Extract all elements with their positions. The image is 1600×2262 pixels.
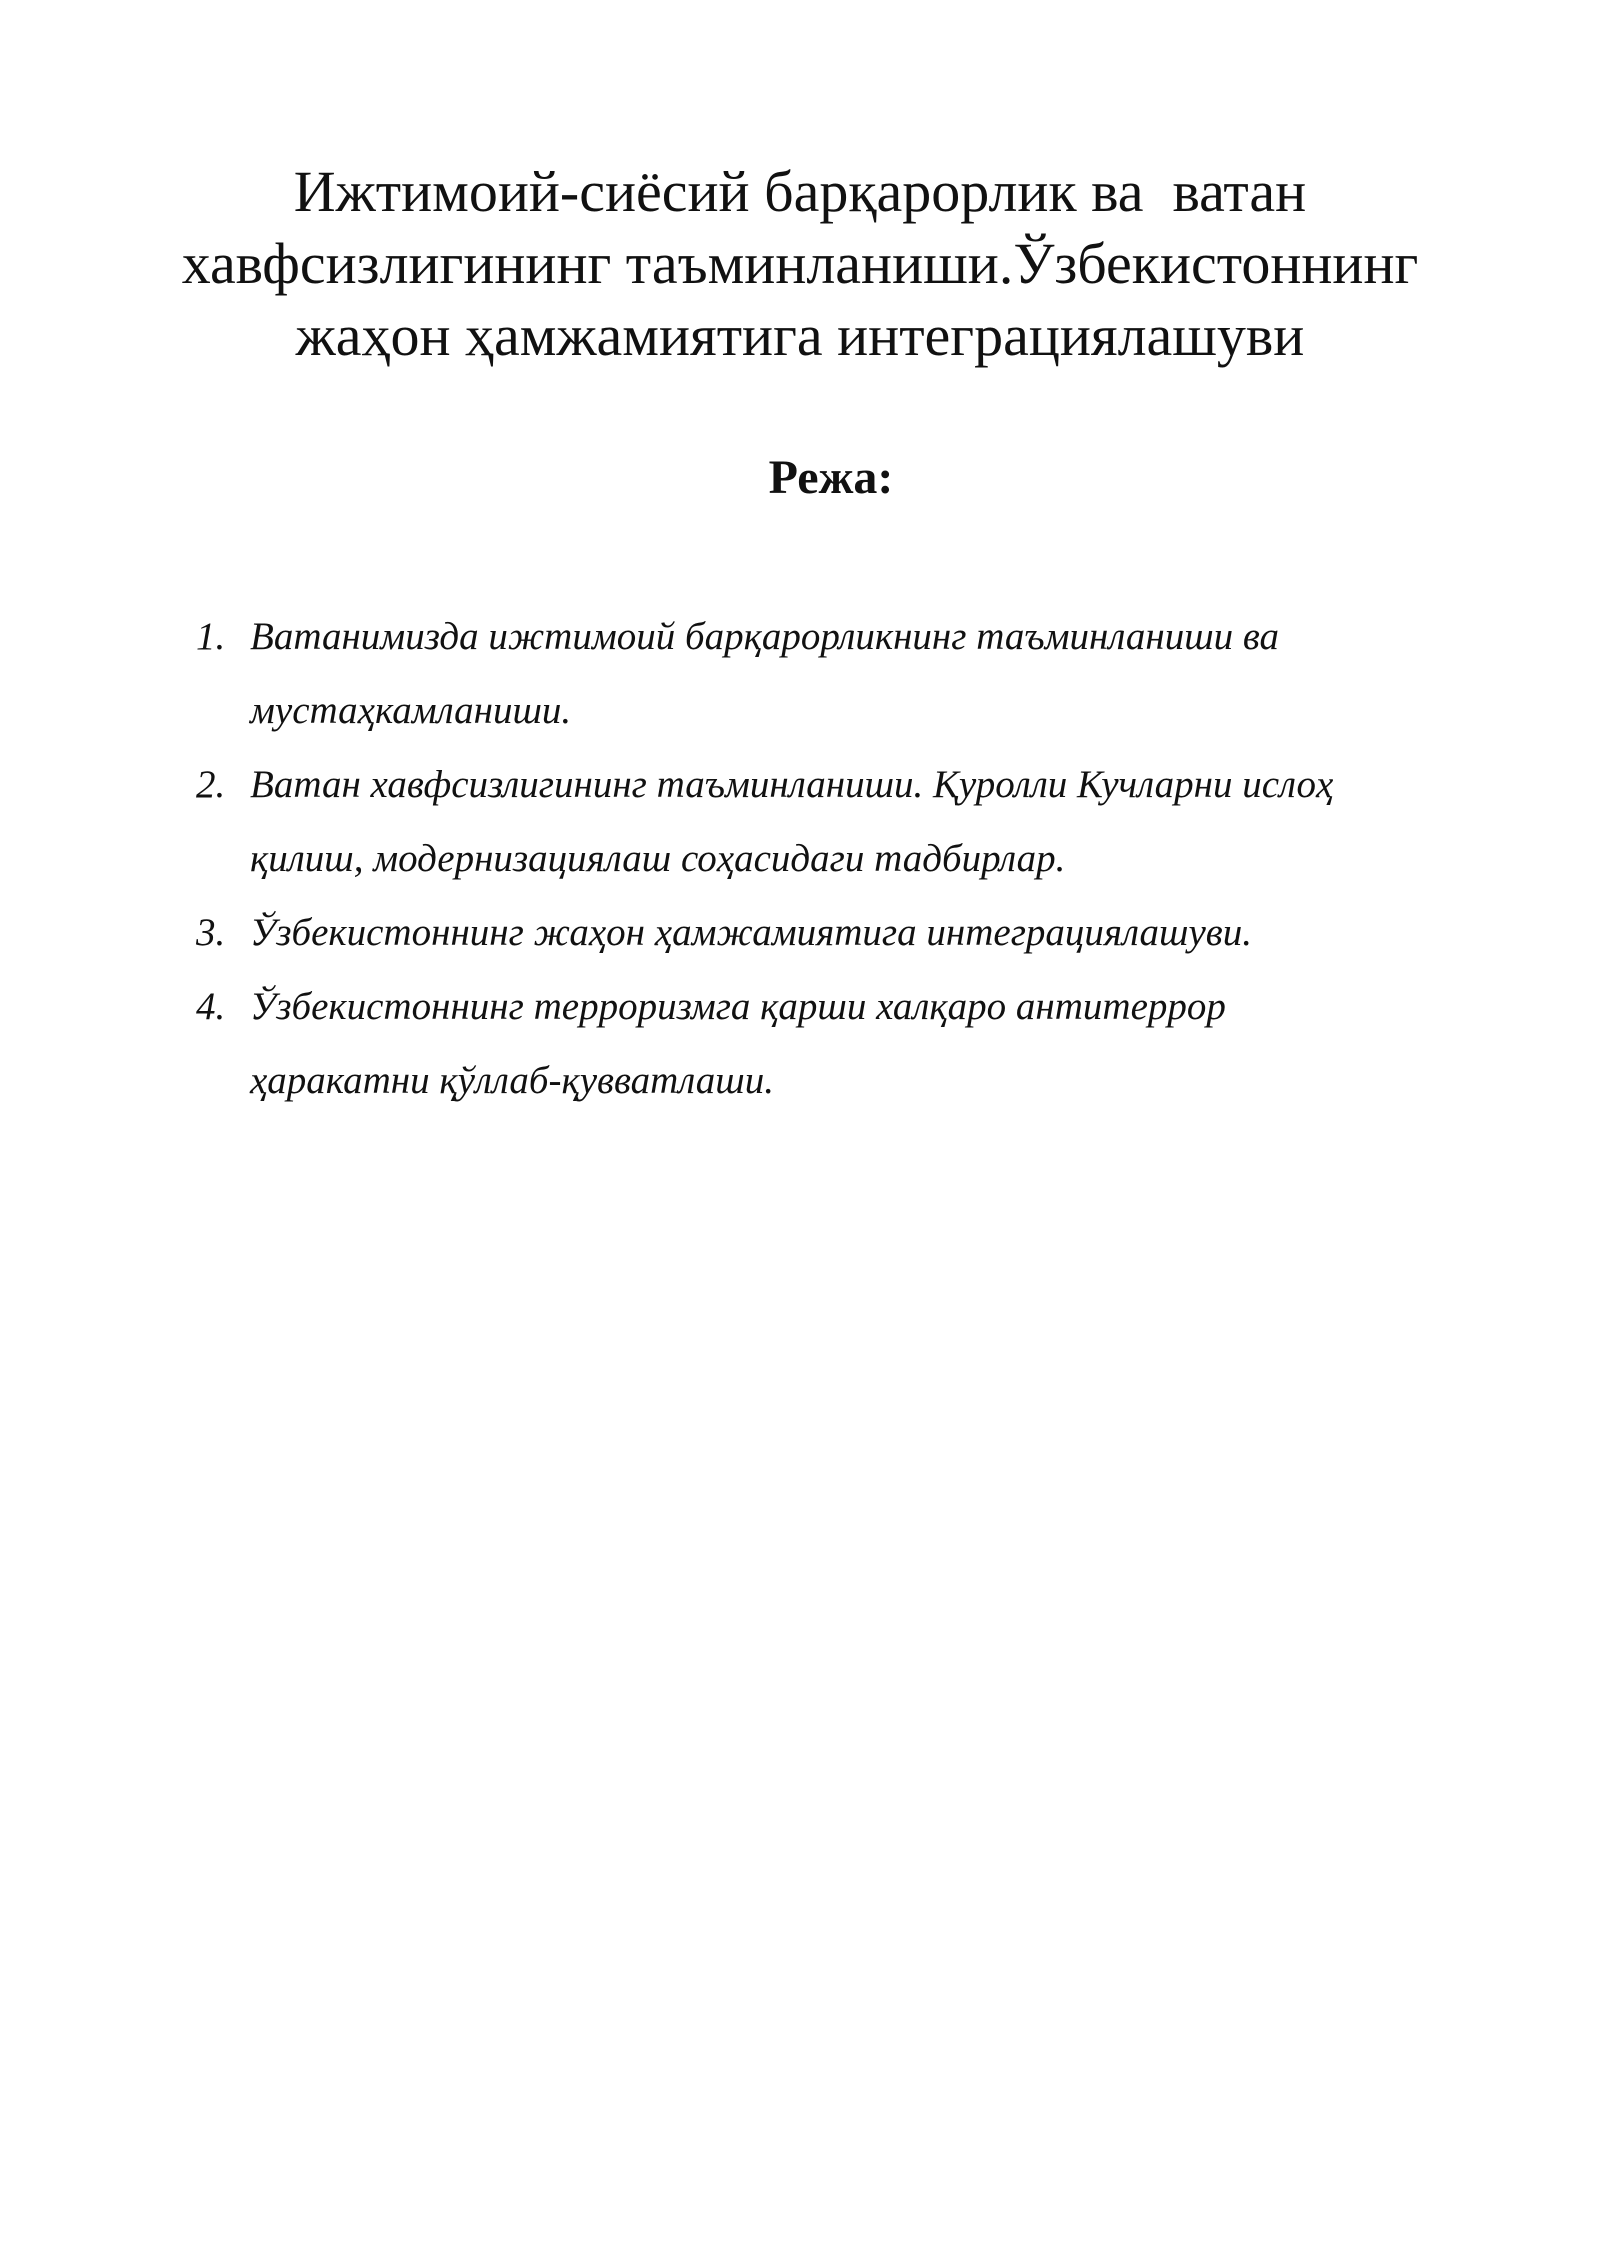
- plan-item-number: 2.: [196, 763, 226, 806]
- plan-item-text-line: Ватан хавфсизлигининг таъминланиши. Қуролли Кучларни ислоҳ: [250, 763, 1334, 806]
- plan-item-number: 4.: [196, 985, 226, 1028]
- plan-item-1: [196, 600, 1476, 748]
- plan-item-2: [196, 748, 1476, 896]
- plan-heading: Режа:: [768, 451, 894, 504]
- plan-item-text-line: ҳаракатни қўллаб-қувватлаши.: [250, 1059, 774, 1102]
- title-line-1: Ижтимоий-сиёсий барқарорлик ва ватан: [293, 159, 1307, 224]
- plan-item-text-line: Ўзбекистоннинг жаҳон ҳамжамиятига интеграциялашуви.: [250, 911, 1252, 954]
- plan-item-number: 3.: [196, 911, 226, 954]
- plan-item-text-line: мустаҳкамланиши.: [250, 689, 572, 732]
- plan-item-text-line: Ватанимизда ижтимоий барқарорликнинг таъминланиши ва: [250, 615, 1280, 658]
- plan-list: [196, 600, 1476, 1118]
- plan-item-4: [196, 970, 1476, 1118]
- plan-item-text-line: Ўзбекистоннинг терроризмга қарши халқаро антитеррор: [250, 985, 1226, 1028]
- plan-item-number: 1.: [196, 615, 226, 658]
- plan-item-3: [196, 896, 1476, 970]
- title-line-3: жаҳон ҳамжамиятига интеграциялашуви: [295, 303, 1305, 368]
- title-line-2: хавфсизлигининг таъминланиши.Ўзбекистоннинг: [181, 231, 1419, 296]
- document-title: [160, 156, 1440, 372]
- plan-item-text-line: қилиш, модернизациялаш соҳасидаги тадбирлар.: [250, 837, 1066, 880]
